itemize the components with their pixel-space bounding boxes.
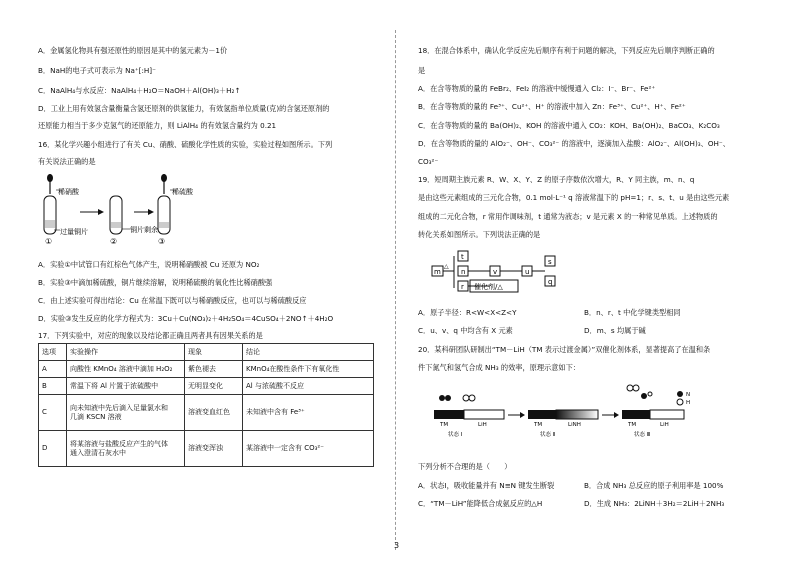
- node-q: q: [548, 278, 553, 286]
- q19-figure: [430, 248, 580, 296]
- state1-lih: LiH: [478, 422, 487, 428]
- q20-figure: [430, 380, 700, 450]
- legend-h: H: [686, 400, 691, 406]
- q15-option-d-cont: 还原能力相当于多少克氢气的还原能力，则 LiAlH₄ 的有效氢含量约为 0.21: [38, 121, 277, 130]
- cell-option: A: [39, 361, 67, 378]
- test-tube-1: [44, 174, 56, 234]
- state2-label: 状态 Ⅱ: [540, 432, 556, 438]
- q16-option-c: C．由上述实验可得出结论：Cu 在常温下既可以与稀硝酸反应，也可以与稀硫酸反应: [38, 296, 307, 305]
- q18-option-b: B．在含等物质的量的 Fe³⁺、Cu²⁺、H⁺ 的溶液中加入 Zn：Fe³⁺、Cu²⁺、H⁺、Fe²⁺: [418, 102, 686, 111]
- q18-stem: 18．在混合体系中，确认化学反应先后顺序有利于问题的解决，下列反应先后顺序判断正确的: [418, 46, 715, 55]
- state1-label: 状态 Ⅰ: [448, 432, 463, 438]
- q16-option-a: A．实验①中试管口有红棕色气体产生，说明稀硝酸被 Cu 还原为 NO₂: [38, 260, 260, 269]
- state2-linh: LiNH: [568, 422, 581, 428]
- node-n: n: [461, 268, 466, 276]
- q20-question: 下列分析不合理的是（ ）: [418, 462, 512, 471]
- q20-option-b: B．合成 NH₃ 总反应的原子利用率是 100%: [584, 481, 724, 490]
- label-left: 铜片剩余: [130, 226, 158, 234]
- cell-conclusion: 未知液中含有 Fe³⁺: [243, 395, 374, 431]
- cell-operation: 常温下将 Al 片置于浓硫酸中: [67, 378, 185, 395]
- q20-option-d: D．生成 NH₃：2LiNH＋3H₂＝2LiH＋2NH₃: [584, 499, 725, 508]
- q18-option-a: A．在含等物质的量的 FeBr₂、FeI₂ 的溶液中缓慢通入 Cl₂：I⁻、Br⁻、Fe²⁺: [418, 84, 656, 93]
- page-number: 3: [394, 541, 400, 550]
- cell-option: B: [39, 378, 67, 395]
- state1-tm: TM: [440, 422, 449, 428]
- table-row: [39, 378, 374, 395]
- q17-stem: 17．下列实验中，对应的现象以及结论都正确且两者具有因果关系的是: [38, 331, 263, 340]
- cell-option: D: [39, 431, 67, 467]
- cell-phenomenon: 紫色褪去: [185, 361, 243, 378]
- q20-option-c: C．“TM－LiH”能降低合成氨反应的△H: [418, 499, 543, 508]
- cell-operation: 向未知液中先后滴入足量氯水和 几滴 KSCN 溶液: [67, 395, 185, 431]
- table-row: [39, 431, 374, 467]
- q15-option-c: C．NaAlH₄与水反应：NaAlH₄＋H₂O＝NaOH＋Al(OH)₃＋H₂↑: [38, 86, 241, 95]
- label-cu: 过量铜片: [60, 228, 88, 236]
- q16-stem: 16．某化学兴趣小组进行了有关 Cu、硝酸、硫酸化学性质的实验，实验过程如图所示。下列: [38, 140, 333, 149]
- column-divider: [395, 30, 396, 550]
- header-conclusion: 结论: [243, 344, 374, 361]
- label-h2so4: 稀硫酸: [172, 188, 193, 196]
- test-tube-2: [110, 196, 122, 234]
- legend-n: N: [686, 392, 691, 398]
- heat-sign: △: [444, 263, 449, 270]
- header-phenomenon: 现象: [185, 344, 243, 361]
- cell-phenomenon: 无明显变化: [185, 378, 243, 395]
- cell-conclusion: KMnO₄在酸性条件下有氧化性: [243, 361, 374, 378]
- num-1: ①: [45, 237, 53, 246]
- num-3: ③: [158, 237, 166, 246]
- q19-stem-2: 是由这些元素组成的三元化合物，0.1 mol·L⁻¹ q 溶液常温下的 pH=1；r、s、t、u 是由这些元素: [418, 193, 730, 202]
- node-m: m: [434, 268, 441, 276]
- table-row: [39, 395, 374, 431]
- q17-table: [38, 343, 374, 467]
- cell-conclusion: Al 与浓硫酸不反应: [243, 378, 374, 395]
- cell-option: C: [39, 395, 67, 431]
- q19-stem: 19．短周期主族元素 R、W、X、Y、Z 的原子序数依次增大，R、Y 同主族，m、n、q: [418, 175, 695, 184]
- q18-option-c: C．在含等物质的量的 Ba(OH)₂、KOH 的溶液中通入 CO₂：KOH、Ba(OH)₂、BaCO₃、K₂CO₃: [418, 121, 720, 130]
- state-2: [528, 410, 598, 438]
- node-u: u: [525, 268, 530, 276]
- q19-stem-4: 转化关系如图所示。下列说法正确的是: [418, 230, 541, 239]
- q19-option-b: B．n、r、t 中化学键类型相同: [584, 308, 681, 317]
- cell-phenomenon: 溶液变浑浊: [185, 431, 243, 467]
- q15-option-b: B．NaH的电子式可表示为 Na⁺[:H]⁻: [38, 66, 156, 75]
- q20-stem: 20．某科研团队研制出“TM－LiH（TM 表示过渡金属）”双催化剂体系，显著提高了在温和条: [418, 345, 711, 354]
- node-t: t: [461, 253, 464, 261]
- cell-conclusion: 某溶液中一定含有 CO₃²⁻: [243, 431, 374, 467]
- state3-label: 状态 Ⅲ: [634, 432, 651, 438]
- q16-option-d: D．实验③发生反应的化学方程式为：3Cu＋Cu(NO₃)₂＋4H₂SO₄＝4CuSO₄＋2NO↑＋4H₂O: [38, 314, 334, 323]
- state-3: [622, 385, 684, 438]
- num-2: ②: [110, 237, 118, 246]
- q20-option-a: A．状态Ⅰ，吸收能量并有 N≡N 键发生断裂: [418, 481, 555, 490]
- table-header-row: [39, 344, 374, 361]
- q19-option-a: A．原子半径：R<W<X<Z<Y: [418, 308, 517, 317]
- node-v: v: [493, 268, 498, 276]
- state2-tm: TM: [534, 422, 543, 428]
- q18-option-d: D．在含等物质的量的 AlO₂⁻、OH⁻、CO₃²⁻ 的溶液中，逐滴加入盐酸：AlO₂⁻、Al(OH)₃、OH⁻、: [418, 139, 730, 148]
- table-row: [39, 361, 374, 378]
- q18-stem-cont: 是: [418, 66, 426, 75]
- q16-figure: [38, 172, 238, 247]
- cell-operation: 向酸性 KMnO₄ 溶液中滴加 H₂O₂: [67, 361, 185, 378]
- state3-tm: TM: [628, 422, 637, 428]
- q16-option-b: B．实验③中滴加稀硫酸，铜片继续溶解，说明稀硫酸的氧化性比稀硝酸强: [38, 278, 273, 287]
- cell-phenomenon: 溶液变血红色: [185, 395, 243, 431]
- q15-option-a: A．金属氢化物具有强还原性的原因是其中的氢元素为－1价: [38, 46, 228, 55]
- node-s: s: [548, 258, 552, 266]
- node-r: r: [461, 283, 464, 291]
- cell-operation: 将某溶液与盐酸反应产生的气体 通入澄清石灰水中: [67, 431, 185, 467]
- catalyst-label: 催化剂/△: [474, 283, 503, 291]
- q18-option-d-cont: CO₃²⁻: [418, 157, 439, 166]
- label-hno3: 稀硝酸: [58, 188, 79, 196]
- test-tube-3: [158, 174, 170, 234]
- header-operation: 实验操作: [67, 344, 185, 361]
- q20-stem-cont: 件下氮气和氢气合成 NH₃ 的效率，原理示意如下：: [418, 363, 580, 372]
- q19-option-d: D．m、s 均属于碱: [584, 326, 646, 335]
- header-option: 选项: [39, 344, 67, 361]
- q19-stem-3: 组成的二元化合物，r 常用作调味剂，t 通常为液态；v 是元素 X 的一种常见单质。上述物质的: [418, 212, 718, 221]
- q19-option-c: C．u、v、q 中均含有 X 元素: [418, 326, 513, 335]
- q16-stem-cont: 有关说法正确的是: [38, 157, 96, 166]
- state-1: [434, 395, 504, 438]
- q15-option-d: D．工业上用有效氢含量衡量含氢还原剂的供氢能力，有效氢指单位质量(克)的含氢还原剂的: [38, 104, 330, 113]
- state3-lih: LiH: [660, 422, 669, 428]
